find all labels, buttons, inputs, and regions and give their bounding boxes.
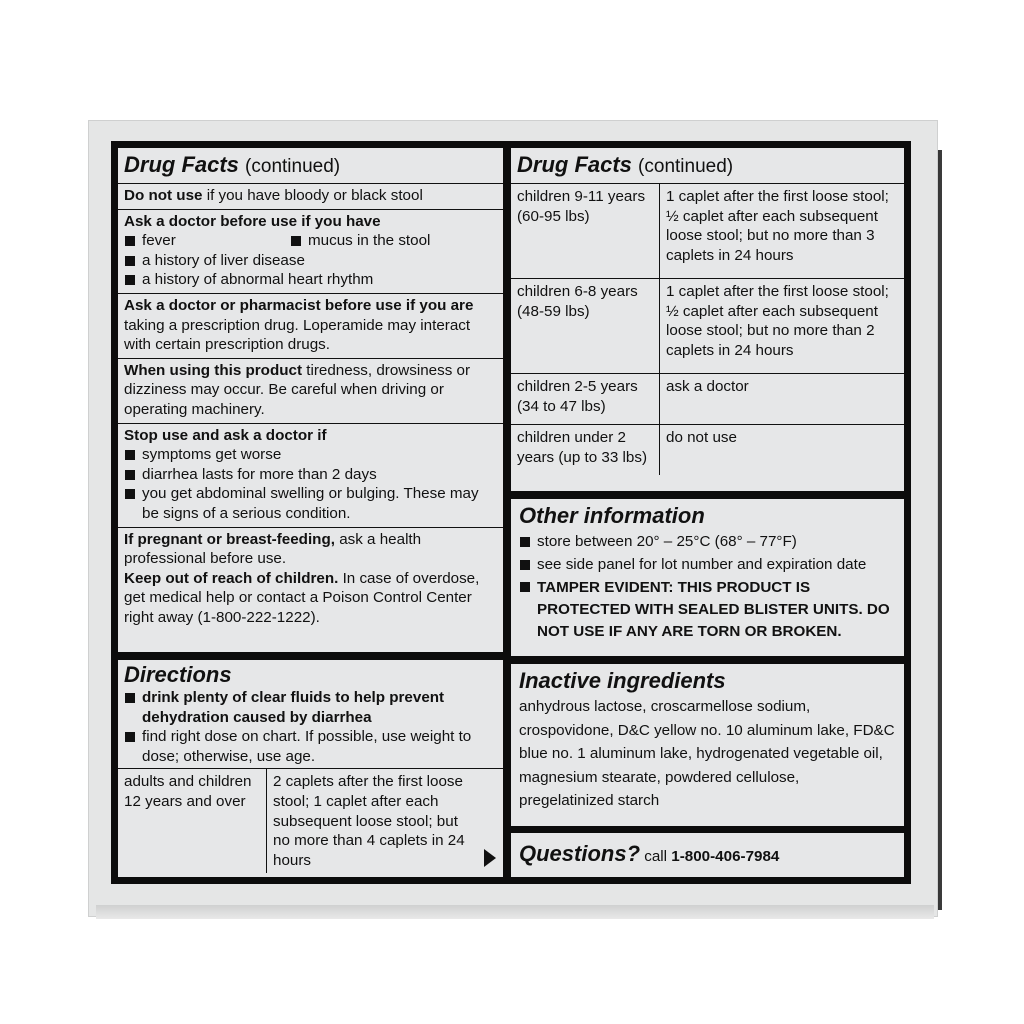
questions-label: Questions? — [519, 841, 641, 866]
right-panel-title: Drug Facts (continued) — [517, 152, 734, 177]
questions-phone: 1-800-406-7984 — [671, 848, 780, 865]
pregnant-heading: If pregnant or breast-feeding, — [124, 530, 335, 548]
inactive-ingredients-panel — [511, 664, 904, 826]
inactive-title: Inactive ingredients — [519, 668, 726, 693]
left-panel-title: Drug Facts (continued) — [124, 152, 341, 177]
adult-dose-table — [118, 768, 503, 873]
inactive-text: anhydrous lactose, croscarmellose sodium, crospovidone, D&C yellow no. 10 aluminum lake, FD&C blue no. 1 aluminum lake, hydrogenated vegetable oil, magnesium stearate, powdered cellulose, pregelatinized starch — [519, 698, 895, 809]
bullet-tamper: TAMPER EVIDENT: THIS PRODUCT IS PROTECTED WITH SEALED BLISTER UNITS. DO NOT USE IF ANY ARE TORN OR BROKEN. — [519, 577, 896, 643]
age-cell: children 9-11 years (60-95 lbs) — [511, 184, 660, 279]
directions-title: Directions — [124, 662, 232, 687]
child-dose-table — [511, 184, 904, 475]
pregnant-keepout-section — [118, 528, 503, 631]
bullet-lot: see side panel for lot number and expiration date — [519, 555, 896, 575]
dose-cell: ask a doctor — [660, 374, 905, 425]
keep-out-text: In case of overdose, get medical help or contact a Poison Control Center right away (1-800-222-1222). — [124, 569, 480, 626]
ask-doctor-section — [118, 210, 503, 294]
bullet-fever: fever — [124, 231, 290, 251]
dose-row — [511, 279, 904, 374]
directions-panel — [118, 660, 503, 877]
other-info-title: Other information — [519, 503, 705, 528]
ask-doctor-heading: Ask a doctor before use if you have — [124, 212, 381, 230]
bullet-liver: a history of liver disease — [124, 251, 497, 271]
box-bottom-edge — [96, 905, 934, 919]
do-not-use-text: if you have bloody or black stool — [206, 187, 423, 204]
keep-out-heading: Keep out of reach of children. — [124, 569, 339, 587]
stop-bullet: you get abdominal swelling or bulging. These may be signs of a serious condition. — [124, 484, 497, 523]
dose-row — [511, 374, 904, 425]
ask-pharmacist-heading: Ask a doctor or pharmacist before use if you are — [124, 296, 474, 314]
age-cell: children 6-8 years (48-59 lbs) — [511, 279, 660, 374]
pregnant-text: ask a health professional before use. — [124, 530, 422, 568]
questions-call: call — [644, 848, 668, 865]
when-using-section — [118, 359, 503, 424]
bullet-heart: a history of abnormal heart rhythm — [124, 270, 497, 290]
when-using-text: tiredness, drowsiness or dizziness may occur. Be careful when driving or operating machinery. — [124, 361, 471, 418]
dose-row — [511, 425, 904, 476]
age-cell: children under 2 years (up to 33 lbs) — [511, 425, 660, 476]
adults-dose-cell: 2 caplets after the first loose stool; 1 caplet after each subsequent loose stool; but no more than 4 caplets in 24 hours — [273, 773, 465, 869]
bullet-fluids: drink plenty of clear fluids to help prevent dehydration caused by diarrhea — [124, 688, 497, 727]
do-not-use-heading: Do not use — [124, 187, 203, 204]
ask-pharmacist-text: taking a prescription drug. Loperamide may interact with certain prescription drugs. — [124, 316, 471, 354]
drug-facts-left-panel — [118, 148, 503, 652]
questions-panel — [511, 833, 904, 877]
dose-cell: 1 caplet after the first loose stool; ½ caplet after each subsequent loose stool; but no more than 2 caplets in 24 hours — [660, 279, 905, 374]
bullet-mucus: mucus in the stool — [290, 231, 456, 251]
do-not-use-section — [118, 184, 503, 210]
stop-use-heading: Stop use and ask a doctor if — [124, 426, 327, 444]
drug-facts-right-panel — [511, 148, 904, 491]
stop-bullet: symptoms get worse — [124, 445, 497, 465]
dose-cell: do not use — [666, 429, 737, 446]
drug-facts-label — [111, 141, 911, 884]
stop-bullet: diarrhea lasts for more than 2 days — [124, 465, 497, 485]
stop-use-section — [118, 424, 503, 528]
bullet-store: store between 20° – 25°C (68° – 77°F) — [519, 532, 896, 552]
when-using-heading: When using this product — [124, 361, 303, 379]
bullet-dose-chart: find right dose on chart. If possible, use weight to dose; otherwise, use age. — [124, 727, 497, 766]
age-cell: children 2-5 years (34 to 47 lbs) — [511, 374, 660, 425]
dose-cell: 1 caplet after the first loose stool; ½ caplet after each subsequent loose stool; but no more than 3 caplets in 24 hours — [660, 184, 905, 279]
dose-row — [511, 184, 904, 279]
ask-pharmacist-section — [118, 294, 503, 359]
adults-age-cell: adults and children 12 years and over — [118, 769, 267, 873]
other-information-panel — [511, 499, 904, 656]
continue-arrow-icon — [484, 849, 496, 867]
